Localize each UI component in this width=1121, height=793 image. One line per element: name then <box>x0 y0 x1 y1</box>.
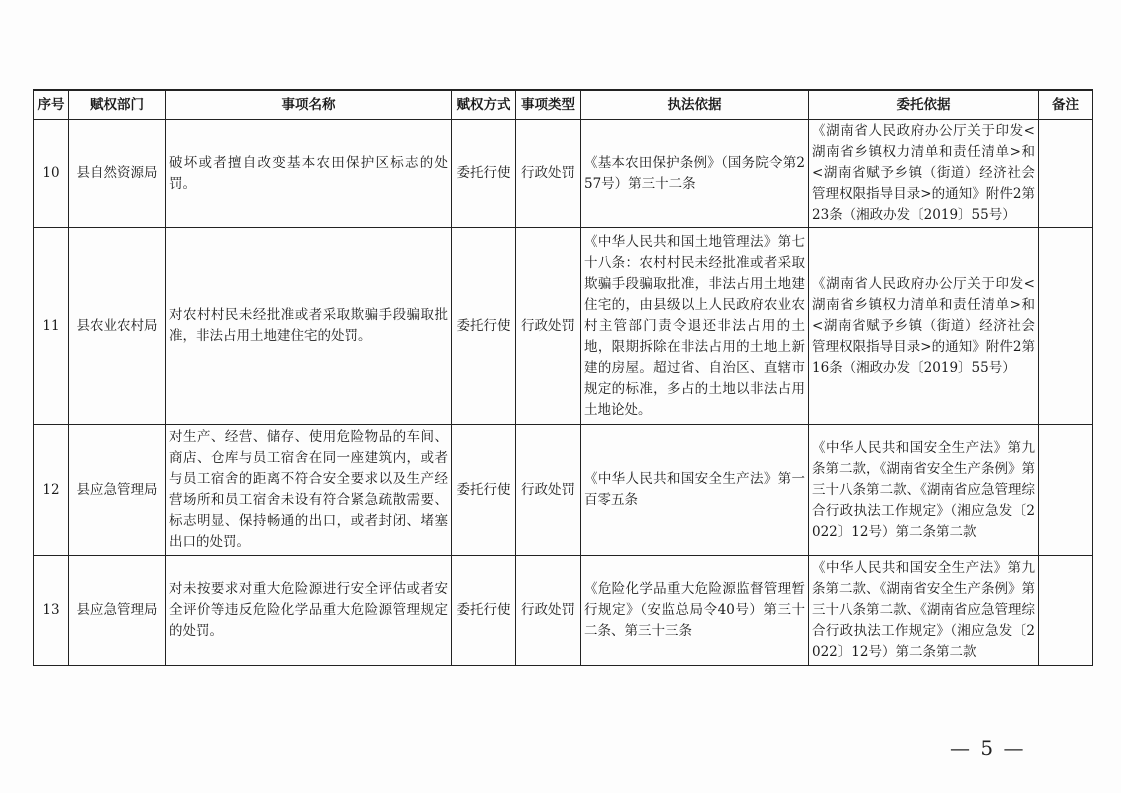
header-item: 事项名称 <box>166 90 452 120</box>
cell-type: 行政处罚 <box>516 228 581 425</box>
page-number: — 5 — <box>950 736 1026 760</box>
table-row <box>34 556 1093 666</box>
cell-basis: 《基本农田保护条例》（国务院令第257号）第三十二条 <box>581 120 809 228</box>
cell-no: 12 <box>34 425 69 556</box>
header-type: 事项类型 <box>516 90 581 120</box>
table-row <box>34 228 1093 425</box>
cell-basis: 《中华人民共和国土地管理法》第七十八条：农村村民未经批准或者采取欺骗手段骗取批准，非法占用土地建住宅的，由县级以上人民政府农业农村主管部门责令退还非法占用的土地，限期拆除在非法占用的土地上新建的房屋。超过省、自治区、直辖市规定的标准，多占的土地以非法占用土地论处。 <box>581 228 809 425</box>
table-row <box>34 425 1093 556</box>
cell-note <box>1039 556 1093 666</box>
header-method: 赋权方式 <box>452 90 516 120</box>
cell-entrust: 《中华人民共和国安全生产法》第九条第二款、《湖南省安全生产条例》第三十八条第二款、《湖南省应急管理综合行政执法工作规定》（湘应急发〔2022〕12号）第二条第二款 <box>809 556 1039 666</box>
cell-item: 对未按要求对重大危险源进行安全评估或者安全评价等违反危险化学品重大危险源管理规定的处罚。 <box>166 556 452 666</box>
cell-type: 行政处罚 <box>516 120 581 228</box>
cell-no: 10 <box>34 120 69 228</box>
cell-item: 破坏或者擅自改变基本农田保护区标志的处罚。 <box>166 120 452 228</box>
cell-item: 对生产、经营、储存、使用危险物品的车间、商店、仓库与员工宿舍在同一座建筑内，或者与员工宿舍的距离不符合安全要求以及生产经营场所和员工宿舍未设有符合紧急疏散需要、标志明显、保持畅通的出口，或者封闭、堵塞出口的处罚。 <box>166 425 452 556</box>
cell-no: 11 <box>34 228 69 425</box>
cell-entrust: 《湖南省人民政府办公厅关于印发<湖南省乡镇权力清单和责任清单>和<湖南省赋予乡镇（街道）经济社会管理权限指导目录>的通知》附件2第16条（湘政办发〔2019〕55号） <box>809 228 1039 425</box>
cell-type: 行政处罚 <box>516 556 581 666</box>
cell-entrust: 《中华人民共和国安全生产法》第九条第二款，《湖南省安全生产条例》第三十八条第二款、《湖南省应急管理综合行政执法工作规定》（湘应急发〔2022〕12号）第二条第二款 <box>809 425 1039 556</box>
header-note: 备注 <box>1039 90 1093 120</box>
header-entrust: 委托依据 <box>809 90 1039 120</box>
cell-method: 委托行使 <box>452 556 516 666</box>
cell-item: 对农村村民未经批准或者采取欺骗手段骗取批准，非法占用土地建住宅的处罚。 <box>166 228 452 425</box>
cell-basis: 《中华人民共和国安全生产法》第一百零五条 <box>581 425 809 556</box>
cell-dept: 县应急管理局 <box>69 556 166 666</box>
cell-method: 委托行使 <box>452 425 516 556</box>
cell-basis: 《危险化学品重大危险源监督管理暂行规定》（安监总局令40号）第三十二条、第三十三条 <box>581 556 809 666</box>
cell-dept: 县农业农村局 <box>69 228 166 425</box>
cell-method: 委托行使 <box>452 228 516 425</box>
cell-type: 行政处罚 <box>516 425 581 556</box>
cell-note <box>1039 120 1093 228</box>
table-row <box>34 120 1093 228</box>
header-dept: 赋权部门 <box>69 90 166 120</box>
cell-note <box>1039 228 1093 425</box>
cell-note <box>1039 425 1093 556</box>
cell-dept: 县自然资源局 <box>69 120 166 228</box>
cell-no: 13 <box>34 556 69 666</box>
cell-entrust: 《湖南省人民政府办公厅关于印发<湖南省乡镇权力清单和责任清单>和<湖南省赋予乡镇（街道）经济社会管理权限指导目录>的通知》附件2第23条（湘政办发〔2019〕55号） <box>809 120 1039 228</box>
cell-dept: 县应急管理局 <box>69 425 166 556</box>
header-basis: 执法依据 <box>581 90 809 120</box>
cell-method: 委托行使 <box>452 120 516 228</box>
header-no: 序号 <box>34 90 69 120</box>
table-header-row <box>34 90 1093 120</box>
authority-table <box>33 89 1093 666</box>
